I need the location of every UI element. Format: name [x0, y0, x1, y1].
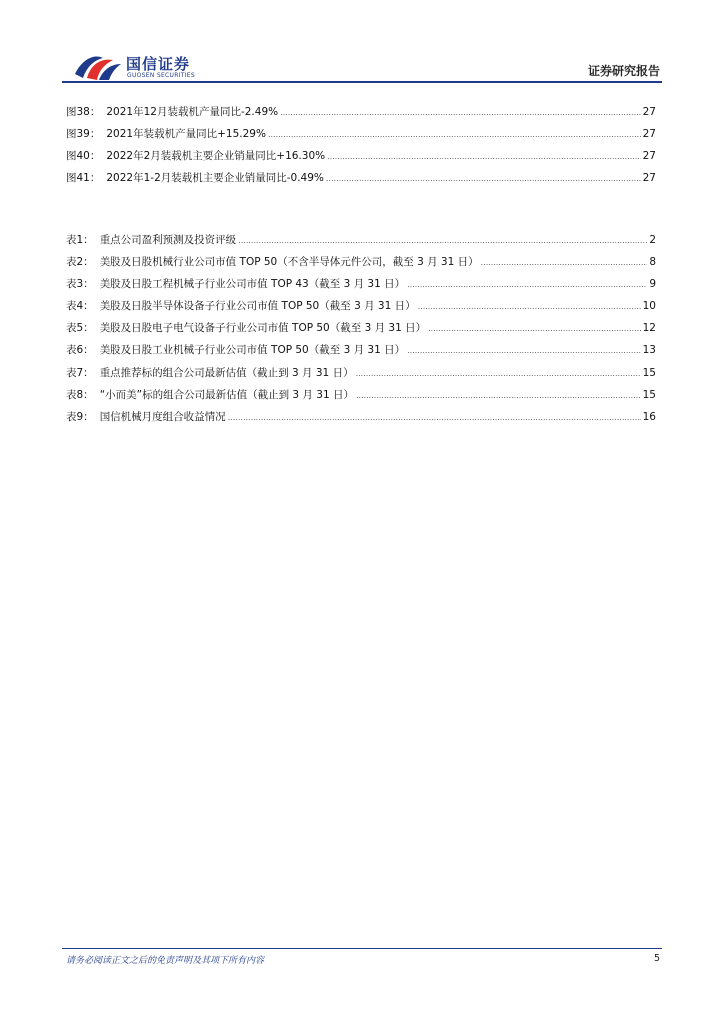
entry-label: 表7： — [66, 366, 94, 379]
dot-leader — [418, 300, 641, 312]
logo-chinese-name: 国信证券 — [126, 55, 191, 73]
logo-english-name: GUOSEN SECURITIES — [127, 72, 196, 79]
entry-page: 16 — [642, 410, 656, 423]
entry-label: 表5： — [66, 322, 94, 335]
entry-page: 27 — [642, 106, 656, 118]
toc-entry-table-7[interactable] — [66, 365, 656, 387]
entry-label: 表9： — [66, 410, 94, 423]
dot-leader — [356, 367, 641, 379]
toc-entry-table-8[interactable] — [66, 387, 656, 409]
entry-label: 表8： — [66, 388, 94, 401]
entry-page: 27 — [642, 128, 656, 141]
entry-label: 图38： — [66, 106, 101, 118]
entry-label: 表4： — [66, 300, 94, 313]
toc-entry-figure-40[interactable] — [66, 148, 656, 170]
dot-leader — [326, 172, 641, 184]
entry-page: 8 — [649, 256, 656, 269]
entry-title: 2021年装载机产量同比+15.29% — [106, 128, 266, 141]
toc-entry-table-9[interactable] — [66, 409, 656, 431]
dot-leader — [407, 278, 647, 290]
entry-title: 美股及日股工程机械子行业公司市值 TOP 43（截至 3 月 31 日） — [99, 278, 406, 291]
page-header — [0, 0, 724, 86]
entry-title: 2021年12月装载机产量同比-2.49% — [106, 106, 279, 118]
toc-entry-table-6[interactable] — [66, 342, 656, 364]
figure-index — [66, 104, 656, 192]
entry-page: 9 — [649, 278, 656, 291]
entry-label: 图39： — [66, 128, 101, 141]
entry-title: 美股及日股机械行业公司市值 TOP 50（不含半导体元件公司，截至 3 月 31 日） — [99, 256, 479, 269]
toc-entry-table-4[interactable] — [66, 298, 656, 320]
toc-entry-table-5[interactable] — [66, 320, 656, 342]
toc-entry-figure-39[interactable] — [66, 126, 656, 148]
toc-entry-figure-38[interactable] — [66, 104, 656, 126]
page-number: 5 — [653, 953, 660, 964]
dot-leader — [280, 106, 641, 118]
dot-leader — [327, 150, 641, 162]
report-type-label: 证券研究报告 — [587, 64, 660, 78]
entry-page: 15 — [642, 366, 656, 379]
entry-title: 重点公司盈利预测及投资评级 — [99, 234, 237, 246]
header-divider — [62, 81, 662, 83]
entry-page: 2 — [649, 234, 656, 246]
toc-entry-table-3[interactable] — [66, 276, 656, 298]
entry-title: 国信机械月度组合收益情况 — [99, 410, 226, 423]
entry-page: 12 — [642, 322, 656, 335]
toc-entry-table-2[interactable] — [66, 254, 656, 276]
entry-title: 2022年1-2月装载机主要企业销量同比-0.49% — [106, 172, 324, 185]
footer-divider — [62, 948, 662, 949]
dot-leader — [481, 256, 648, 268]
toc-entry-figure-41[interactable] — [66, 170, 656, 192]
entry-title: “小而美”标的组合公司最新估值（截止到 3 月 31 日） — [99, 388, 354, 401]
entry-label: 表6： — [66, 344, 94, 357]
toc-entry-table-1[interactable] — [66, 232, 656, 254]
dot-leader — [238, 234, 647, 246]
table-index — [66, 232, 656, 431]
entry-page: 27 — [642, 150, 656, 163]
guosen-logo — [73, 52, 213, 84]
disclaimer-text: 请务必阅读正文之后的免责声明及其项下所有内容 — [66, 956, 265, 966]
entry-page: 10 — [642, 300, 656, 313]
entry-label: 图40： — [66, 150, 101, 163]
guosen-logo-icon — [73, 52, 123, 82]
dot-leader — [356, 389, 641, 401]
dot-leader — [228, 411, 641, 423]
entry-page: 13 — [642, 344, 656, 357]
entry-title: 美股及日股工业机械子行业公司市值 TOP 50（截至 3 月 31 日） — [99, 344, 406, 357]
entry-label: 图41： — [66, 172, 101, 185]
entry-title: 2022年2月装载机主要企业销量同比+16.30% — [106, 150, 326, 163]
entry-title: 美股及日股半导体设备子行业公司市值 TOP 50（截至 3 月 31 日） — [99, 300, 416, 313]
entry-page: 27 — [642, 172, 656, 185]
entry-title: 重点推荐标的组合公司最新估值（截止到 3 月 31 日） — [99, 366, 354, 379]
entry-label: 表2： — [66, 256, 94, 269]
entry-page: 15 — [642, 388, 656, 401]
dot-leader — [268, 128, 641, 140]
dot-leader — [407, 344, 641, 356]
dot-leader — [428, 322, 641, 334]
entry-label: 表3： — [66, 278, 94, 291]
entry-title: 美股及日股电子电气设备子行业公司市值 TOP 50（截至 3 月 31 日） — [99, 322, 427, 335]
entry-label: 表1： — [66, 234, 94, 246]
